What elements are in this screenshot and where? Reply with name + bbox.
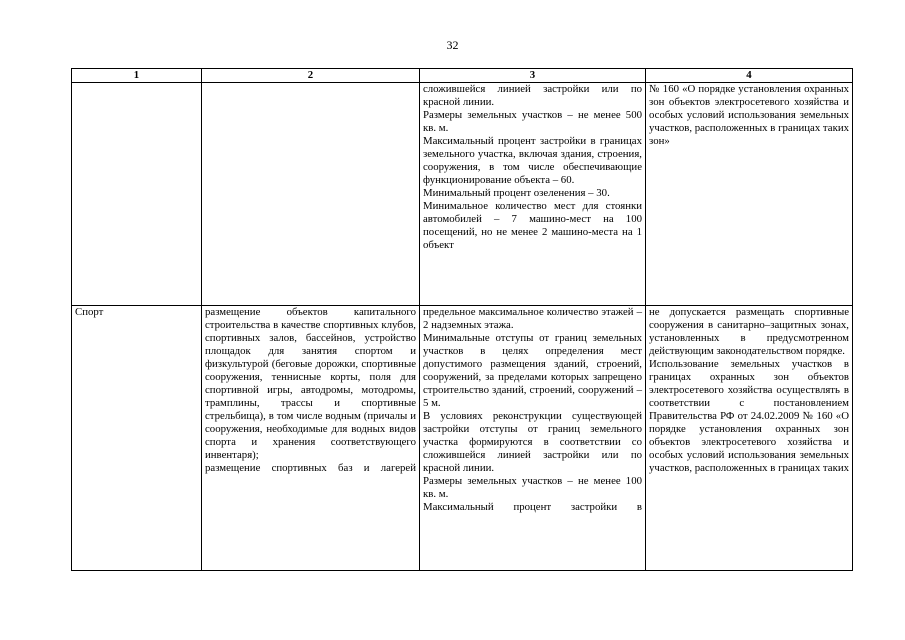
page-number: 32 <box>446 38 459 52</box>
cell-paragraph: сложившейся линией застройки или по красной линии. <box>423 83 642 108</box>
use-type-cell: Спорт <box>72 306 202 571</box>
cell-paragraph: Использование земельных участков в границах охранных зон объектов электросетевого хозяйства осуществлять в соответствии с постановлением Правительства РФ от 24.02.2009 № 160 «О порядке установления охранных зон объектов электросетевого хозяйства и особых условий использования земельных участков, расположенных в границах таких <box>649 358 849 474</box>
description-cell <box>202 83 420 306</box>
cell-paragraph: Максимальный процент застройки в границах земельного участка, включая здания, строения, сооружения, в том числе обеспечивающие функционирование объекта – 60. <box>423 135 642 186</box>
parameters-cell <box>420 306 646 571</box>
column-header: 3 <box>420 69 646 83</box>
column-header: 4 <box>646 69 853 83</box>
cell-paragraph: не допускается размещать спортивные сооружения в санитарно–защитных зонах, установленных в предусмотренном действующим законодательством порядке. <box>649 306 849 357</box>
cell-paragraph: Размеры земельных участков – не менее 500 кв. м. <box>423 109 642 134</box>
column-header: 2 <box>202 69 420 83</box>
restrictions-cell <box>646 306 853 571</box>
cell-paragraph: размещение объектов капитального строительства в качестве спортивных клубов, спортивных залов, бассейнов, устройство площадок для занятия спортом и физкультурой (беговые дорожки, спортивные сооружения, теннисные корты, поля для спортивной игры, автодромы, мотодромы, трамплины, трассы и спортивные стрельбища), в том числе водным (причалы и сооружения, необходимые для водных видов спорта и хранения соответствующего инвентаря); <box>205 306 416 461</box>
table-header-row <box>72 69 853 83</box>
cell-paragraph: Размеры земельных участков – не менее 100 кв. м. <box>423 475 642 500</box>
cell-paragraph: № 160 «О порядке установления охранных зон объектов электросетевого хозяйства и особых условий использования земельных участков, расположенных в границах таких зон» <box>649 83 849 147</box>
table-row <box>72 83 853 306</box>
zoning-table <box>71 68 853 571</box>
table-row <box>72 306 853 571</box>
cell-paragraph: В условиях реконструкции существующей застройки отступы от границ земельного участка формируются в соответствии со сложившейся линией застройки или по красной линии. <box>423 410 642 474</box>
cell-paragraph: предельное максимальное количество этажей – 2 надземных этажа. <box>423 306 642 331</box>
description-cell <box>202 306 420 571</box>
restrictions-cell <box>646 83 853 306</box>
parameters-cell <box>420 83 646 306</box>
cell-paragraph: размещение спортивных баз и лагерей <box>205 462 416 474</box>
cell-paragraph: Минимальные отступы от границ земельных участков в целях определения мест допустимого размещения зданий, строений, сооружений, за пределами которых запрещено строительство зданий, строений, сооружений – 5 м. <box>423 332 642 409</box>
use-type-cell <box>72 83 202 306</box>
cell-paragraph: Минимальное количество мест для стоянки автомобилей – 7 машино-мест на 100 посещений, но не менее 2 машино-места на 1 объект <box>423 200 642 251</box>
cell-paragraph: Максимальный процент застройки в <box>423 501 642 513</box>
cell-paragraph: Минимальный процент озеленения – 30. <box>423 187 610 199</box>
column-header: 1 <box>72 69 202 83</box>
